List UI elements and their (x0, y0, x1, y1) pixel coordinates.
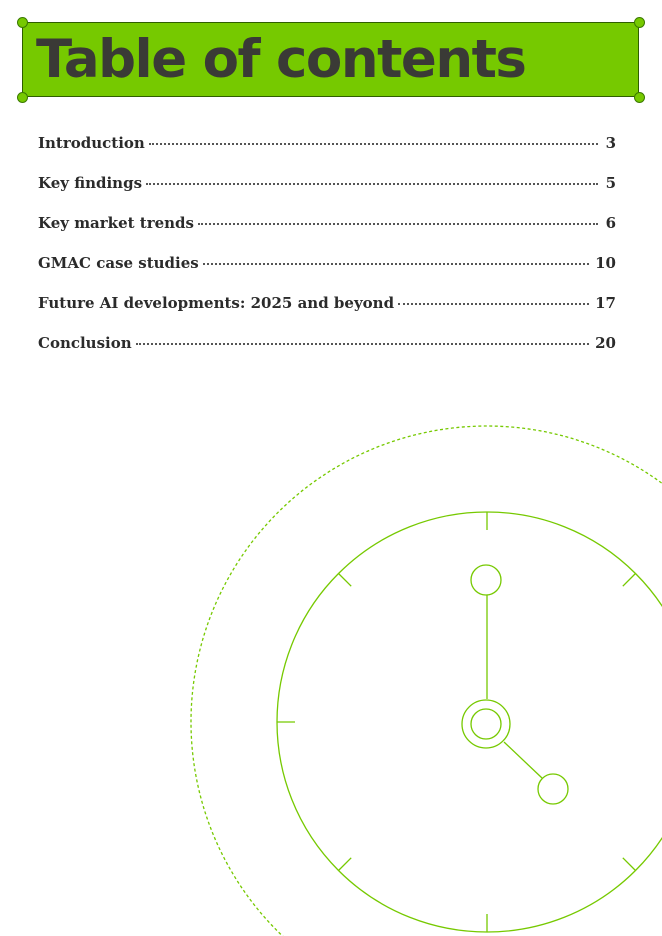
tick-430 (623, 858, 636, 871)
tick-130 (623, 574, 636, 587)
clock-face (277, 512, 662, 932)
minute-hand-tip (471, 565, 501, 595)
tick-730 (339, 858, 352, 871)
page-title: Table of contents (36, 29, 526, 90)
toc-entry-label: Conclusion (38, 334, 132, 352)
outer-dashed-ring (191, 426, 662, 936)
hour-hand (504, 742, 542, 778)
toc-entry-page: 6 (605, 214, 616, 232)
center-inner (471, 709, 501, 739)
toc-entry-label: Introduction (38, 134, 145, 152)
toc-entry-page: 17 (595, 294, 616, 312)
toc-entry-label: Key market trends (38, 214, 194, 232)
center-outer (462, 700, 510, 748)
toc-entry-page: 10 (595, 254, 616, 272)
toc-entry-label: Future AI developments: 2025 and beyond (38, 294, 395, 312)
hour-hand-tip (538, 774, 568, 804)
toc-entry-page: 20 (595, 334, 616, 352)
toc-entry-label: Key findings (38, 174, 143, 192)
toc-entry-page: 3 (605, 134, 616, 152)
tick-1030 (339, 574, 352, 587)
toc-entry-page: 5 (605, 174, 616, 192)
toc-entry-label: GMAC case studies (38, 254, 199, 272)
